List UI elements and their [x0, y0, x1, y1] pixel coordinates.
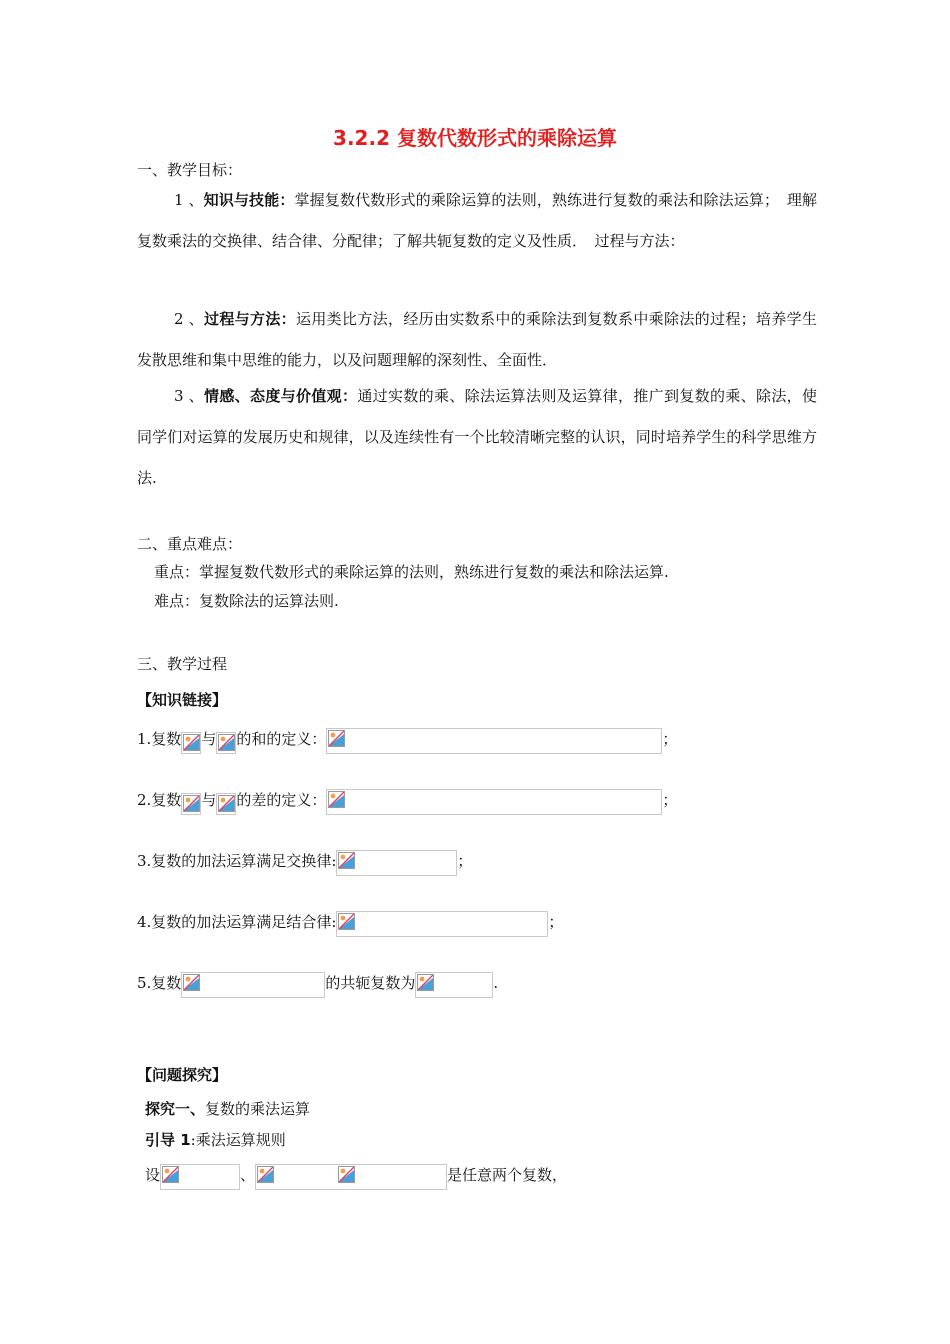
formula-image-z1	[181, 732, 201, 754]
objective-3-num: 3 、	[174, 387, 204, 405]
q1-end: ；	[662, 730, 678, 748]
formula-image-associative	[336, 911, 548, 937]
broken-image-icon	[338, 852, 355, 869]
objective-1	[137, 180, 817, 262]
q1-prefix: 1.复数	[137, 730, 182, 748]
explore-1-text: 复数的乘法运算	[205, 1100, 311, 1118]
q2-and: 与	[201, 791, 217, 809]
q5-prefix: 5.复数	[137, 974, 182, 992]
q2-end: ；	[662, 791, 678, 809]
let-separator: 、	[240, 1166, 256, 1184]
key-point: 重点：掌握复数代数形式的乘除运算的法则，熟练进行复数的乘法和除法运算.	[154, 563, 669, 581]
objective-1-text: 掌握复数代数形式的乘除运算的法则，熟练进行复数的乘法和除法运算； 理解复数乘法的交换律、结合律、分配律；了解共轭复数的定义及性质． 过程与方法：	[137, 191, 817, 250]
formula-image-z2	[216, 732, 236, 754]
difficult-point: 难点：复数除法的运算法则.	[154, 592, 339, 610]
formula-image-difference	[326, 789, 662, 815]
broken-image-icon	[183, 795, 200, 812]
explore-heading: 【问题探究】	[137, 1066, 228, 1084]
objective-3-label: 情感、态度与价值观：	[203, 387, 358, 405]
q5-end: .	[493, 974, 499, 992]
broken-image-icon	[218, 734, 235, 751]
question-1	[137, 724, 677, 754]
let-suffix: 是任意两个复数，	[447, 1166, 568, 1184]
document-title: 3.2.2 复数代数形式的乘除运算	[333, 126, 617, 150]
formula-image-conjugate	[415, 972, 493, 998]
formula-image-sum	[326, 728, 662, 754]
formula-image-commutative	[336, 850, 457, 876]
formula-image-z	[181, 972, 325, 998]
section-heading-key-points: 二、重点难点：	[137, 535, 243, 553]
objective-2-text: 运用类比方法，经历由实数系中的乘除法到复数系中乘除法的过程；培养学生发散思维和集中思维的能力，以及问题理解的深刻性、全面性．	[137, 310, 817, 369]
broken-image-icon	[338, 1166, 355, 1183]
q3-end: ；	[457, 852, 473, 870]
q1-and: 与	[201, 730, 217, 748]
question-5	[137, 968, 498, 998]
q2-prefix: 2.复数	[137, 791, 182, 809]
objective-3	[137, 376, 817, 499]
section-heading-process: 三、教学过程	[137, 655, 228, 673]
guide-1-label: 引导 1	[145, 1131, 191, 1149]
q5-conj: 的共轭复数为	[325, 974, 416, 992]
question-4	[137, 907, 563, 937]
guide-1-text: :乘法运算规则	[190, 1131, 286, 1149]
explore-1-label: 探究一、	[145, 1100, 206, 1118]
broken-image-icon	[328, 791, 345, 808]
broken-image-icon	[183, 974, 200, 991]
broken-image-icon	[218, 795, 235, 812]
question-2	[137, 785, 677, 815]
formula-image-z1-def	[160, 1164, 240, 1190]
broken-image-icon	[328, 730, 345, 747]
objective-2-label: 过程与方法：	[203, 310, 296, 328]
q1-def: 的和的定义：	[236, 730, 327, 748]
formula-image-z2	[216, 793, 236, 815]
objective-3-text: 通过实数的乘、除法运算法则及运算律，推广到复数的乘、除法，使同学们对运算的发展历史和规律，以及连续性有一个比较清晰完整的认识，同时培养学生的科学思维方法.	[137, 387, 817, 487]
q4-text: 4.复数的加法运算满足结合律:	[137, 913, 337, 931]
q3-text: 3.复数的加法运算满足交换律:	[137, 852, 337, 870]
broken-image-icon	[183, 734, 200, 751]
knowledge-link-heading: 【知识链接】	[137, 691, 228, 709]
broken-image-icon	[257, 1166, 274, 1183]
q4-end: ；	[548, 913, 564, 931]
objective-2	[137, 299, 817, 381]
broken-image-icon	[417, 974, 434, 991]
let-statement	[145, 1160, 567, 1190]
explore-1	[145, 1098, 310, 1120]
formula-image-z2-def	[255, 1164, 447, 1190]
q2-def: 的差的定义：	[236, 791, 327, 809]
objective-2-num: 2 、	[174, 310, 204, 328]
broken-image-icon	[162, 1166, 179, 1183]
section-heading-objectives: 一、教学目标：	[137, 161, 243, 179]
let-prefix: 设	[145, 1166, 161, 1184]
formula-image-z1	[181, 793, 201, 815]
broken-image-icon	[338, 913, 355, 930]
objective-1-num: 1 、	[174, 191, 204, 209]
objective-1-label: 知识与技能：	[203, 191, 295, 209]
guide-1	[145, 1129, 286, 1151]
question-3	[137, 846, 472, 876]
